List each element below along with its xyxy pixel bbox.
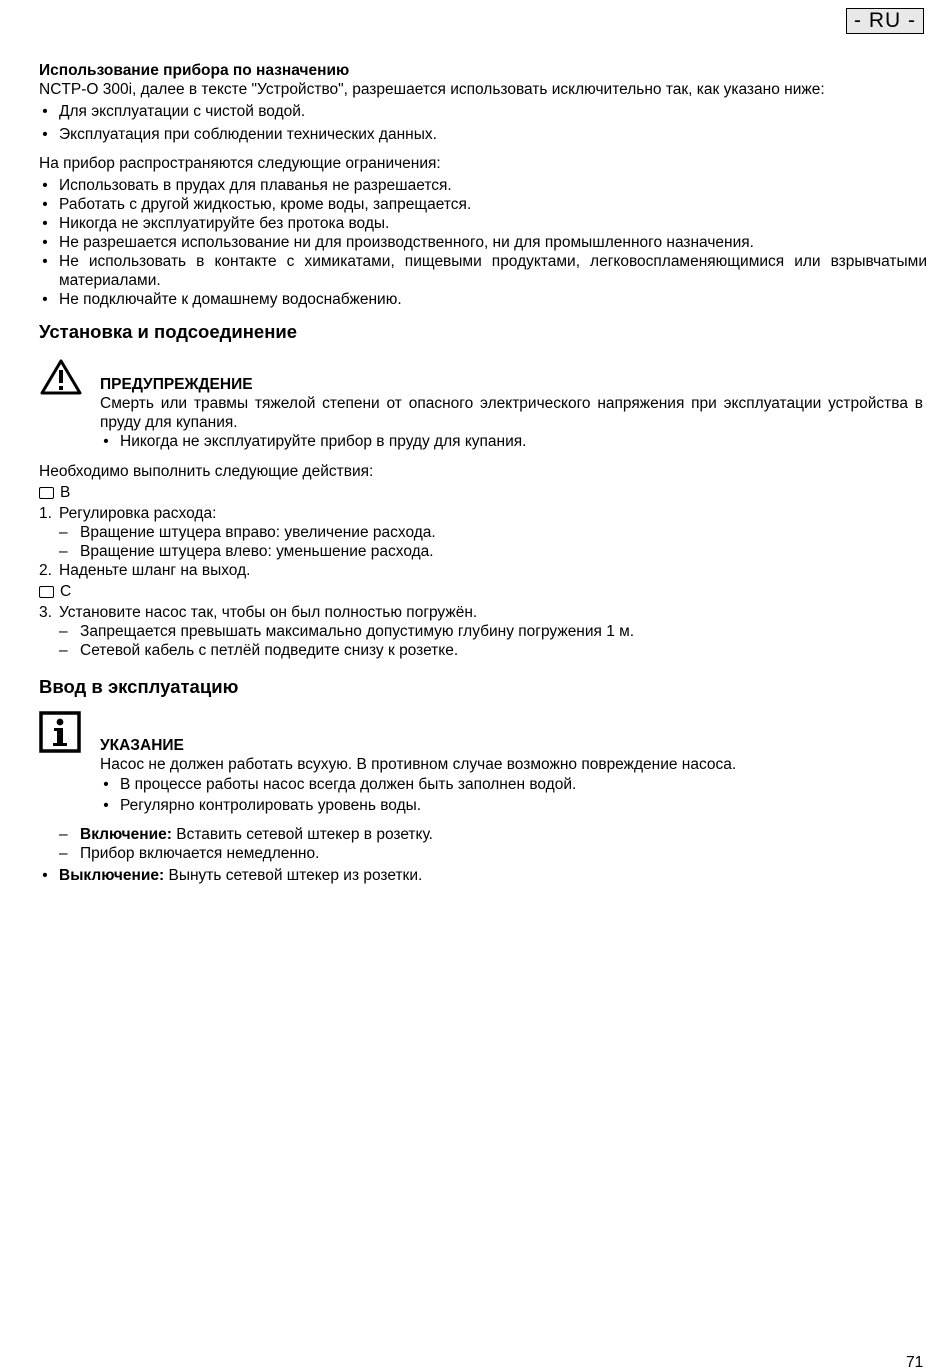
commissioning-title: Ввод в эксплуатацию xyxy=(39,676,239,697)
bullet-icon: • xyxy=(42,126,48,143)
warning-title: ПРЕДУПРЕЖДЕНИЕ xyxy=(100,376,253,393)
intended-use-title: Использование прибора по назначению xyxy=(39,62,350,79)
list-item: • Регулярно контролировать уровень воды. xyxy=(100,796,927,815)
switch-on-result: – Прибор включается немедленно. xyxy=(59,845,320,862)
bullet-icon: • xyxy=(42,867,48,884)
step-3: 3. Установите насос так, чтобы он был полностью погружён. xyxy=(39,604,478,621)
bullet-icon: • xyxy=(42,215,48,232)
intended-use-list xyxy=(39,102,927,144)
page-content xyxy=(39,60,927,885)
bullet-icon: • xyxy=(103,433,109,450)
info-notice xyxy=(39,711,927,815)
step-3-sub-2: – Сетевой кабель с петлёй подведите снизу к розетке. xyxy=(59,642,459,659)
step-1-sub-1: – Вращение штуцера вправо: увеличение расхода. xyxy=(59,524,436,541)
list-item: • Использовать в прудах для плаванья не разрешается. xyxy=(39,176,927,195)
switch-on-step: – Включение: Вставить сетевой штекер в розетку. xyxy=(59,826,433,843)
warning-text: Смерть или травмы тяжелой степени от опасного электрического напряжения при эксплуатации устройства в пруду для купания. xyxy=(100,395,923,431)
bullet-icon: • xyxy=(103,797,109,814)
switch-off-list xyxy=(39,866,927,885)
bullet-icon: • xyxy=(42,234,48,251)
info-icon xyxy=(39,711,81,753)
installation-title: Установка и подсоединение xyxy=(39,321,298,342)
list-item: • Работать с другой жидкостью, кроме воды, запрещается. xyxy=(39,195,927,214)
warning-icon xyxy=(39,358,83,396)
list-item: • Эксплуатация при соблюдении технических данных. xyxy=(39,125,927,144)
restrictions-list xyxy=(39,176,927,309)
restrictions-intro: На прибор распространяются следующие ограничения: xyxy=(39,155,441,172)
bullet-icon: • xyxy=(42,253,48,270)
step-3-sub-1: – Запрещается превышать максимально допустимую глубину погружения 1 м. xyxy=(59,623,635,640)
language-badge: - RU - xyxy=(846,8,924,34)
list-item: • Не разрешается использование ни для производственного, ни для промышленного назначения. xyxy=(39,233,927,252)
list-item: • Не использовать в контакте с химикатами, пищевыми продуктами, легковоспламеняющимися или взрывчатыми материалами. xyxy=(39,252,927,290)
list-item: • Никогда не эксплуатируйте прибор в пруду для купания. xyxy=(100,432,927,451)
warning-list xyxy=(100,432,927,451)
step-1: 1. Регулировка расхода: xyxy=(39,505,217,522)
info-text: Насос не должен работать всухую. В противном случае возможно повреждение насоса. xyxy=(100,756,737,773)
bullet-icon: • xyxy=(42,196,48,213)
list-item: • Для эксплуатации с чистой водой. xyxy=(39,102,927,121)
bullet-icon: • xyxy=(103,776,109,793)
list-item: • Не подключайте к домашнему водоснабжению. xyxy=(39,290,927,309)
figure-ref-c: C xyxy=(39,582,927,601)
installation-intro: Необходимо выполнить следующие действия: xyxy=(39,463,374,480)
figure-icon xyxy=(39,586,54,598)
info-title: УКАЗАНИЕ xyxy=(100,737,184,754)
step-1-sub-2: – Вращение штуцера влево: уменьшение расхода. xyxy=(59,543,434,560)
bullet-icon: • xyxy=(42,103,48,120)
figure-ref-b: B xyxy=(39,483,927,502)
bullet-icon: • xyxy=(42,291,48,308)
info-list xyxy=(100,775,927,815)
warning-notice xyxy=(39,358,927,451)
list-item: • В процессе работы насос всегда должен быть заполнен водой. xyxy=(100,775,927,794)
intended-use-intro: NCTP-O 300i, далее в тексте "Устройство", разрешается использовать исключительно так, как указано ниже: xyxy=(39,81,825,98)
figure-icon xyxy=(39,487,54,499)
bullet-icon: • xyxy=(42,177,48,194)
list-item: • Никогда не эксплуатируйте без протока воды. xyxy=(39,214,927,233)
step-2: 2. Наденьте шланг на выход. xyxy=(39,562,251,579)
page-number: 71 xyxy=(906,1354,924,1371)
list-item: • Выключение: Вынуть сетевой штекер из розетки. xyxy=(39,866,927,885)
